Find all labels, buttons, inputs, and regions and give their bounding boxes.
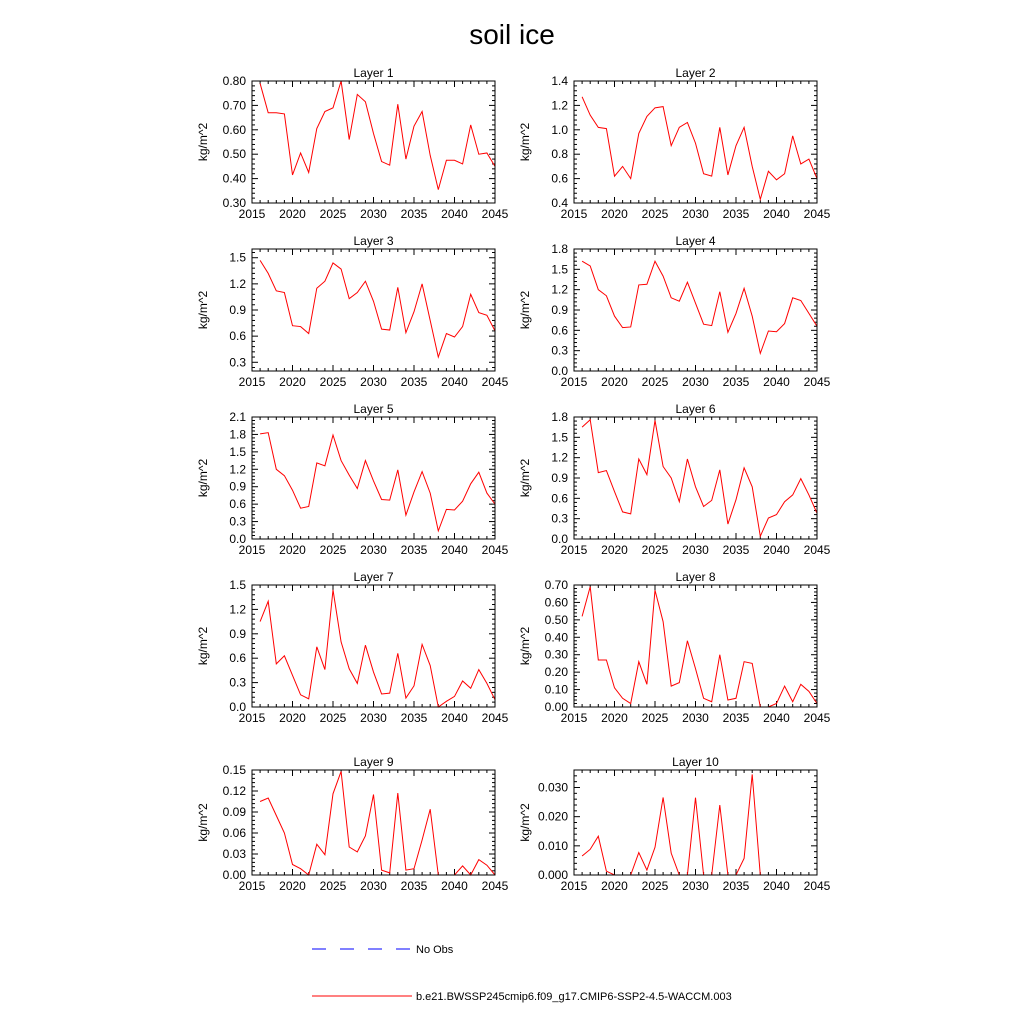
x-tick-label: 2030 xyxy=(360,879,387,893)
y-tick-label: 0.40 xyxy=(222,171,246,186)
x-tick-label: 2040 xyxy=(763,375,790,389)
y-axis-label: kg/m^2 xyxy=(518,290,532,330)
y-tick-label: 1.5 xyxy=(229,444,246,459)
x-tick-label: 2025 xyxy=(641,375,669,389)
y-tick-label: 1.8 xyxy=(551,410,568,424)
y-tick-label: 0.30 xyxy=(544,647,568,662)
x-tick-label: 2030 xyxy=(360,711,387,725)
x-tick-label: 2035 xyxy=(722,375,750,389)
y-tick-label: 1.5 xyxy=(229,250,246,265)
x-tick-label: 2030 xyxy=(682,207,709,221)
y-tick-label: 0.6 xyxy=(229,497,246,512)
panel-title: Layer 5 xyxy=(353,402,394,416)
x-tick-label: 2025 xyxy=(319,711,347,725)
y-tick-label: 0.0 xyxy=(551,532,568,546)
y-tick-label: 0.03 xyxy=(222,847,246,861)
x-tick-label: 2035 xyxy=(400,711,428,725)
y-tick-label: 0.6 xyxy=(551,323,568,338)
x-tick-label: 2020 xyxy=(279,543,306,557)
legend-obs-label: No Obs xyxy=(416,944,454,956)
x-tick-label: 2035 xyxy=(722,879,750,893)
x-tick-label: 2015 xyxy=(238,879,266,893)
panel-title: Layer 10 xyxy=(672,755,719,769)
x-tick-label: 2020 xyxy=(279,711,306,725)
y-tick-label: 0.6 xyxy=(229,329,246,344)
y-tick-label: 1.8 xyxy=(229,427,246,442)
legend-model-label: b.e21.BWSSP245cmip6.f09_g17.CMIP6-SSP2-4.5-WACCM.003 xyxy=(416,991,732,1003)
y-tick-label: 0.6 xyxy=(229,651,246,666)
x-tick-label: 2020 xyxy=(601,375,628,389)
legend xyxy=(312,944,732,1003)
panel-10 xyxy=(518,755,831,893)
x-tick-label: 2020 xyxy=(279,879,306,893)
y-tick-label: 1.2 xyxy=(551,98,568,113)
y-axis-label: kg/m^2 xyxy=(196,122,210,162)
x-tick-label: 2025 xyxy=(319,207,347,221)
panel-5 xyxy=(196,402,509,557)
y-tick-label: 1.2 xyxy=(551,282,568,297)
y-tick-label: 0.15 xyxy=(222,763,246,777)
plot-frame xyxy=(574,770,817,875)
x-tick-label: 2040 xyxy=(763,207,790,221)
x-tick-label: 2025 xyxy=(641,711,669,725)
x-tick-label: 2020 xyxy=(601,207,628,221)
panel-title: Layer 9 xyxy=(353,755,394,769)
x-tick-label: 2040 xyxy=(763,711,790,725)
series-line xyxy=(260,433,495,531)
y-tick-label: 0.030 xyxy=(537,780,568,795)
y-tick-label: 1.2 xyxy=(229,462,246,477)
panel-title: Layer 1 xyxy=(353,66,394,80)
x-tick-label: 2030 xyxy=(682,879,709,893)
x-tick-label: 2045 xyxy=(803,711,831,725)
plot-frame xyxy=(252,417,495,539)
x-tick-label: 2040 xyxy=(441,375,468,389)
x-tick-label: 2015 xyxy=(238,207,266,221)
x-tick-label: 2045 xyxy=(481,879,509,893)
panel-8 xyxy=(518,570,831,725)
panel-title: Layer 7 xyxy=(353,570,394,584)
plot-frame xyxy=(574,585,817,707)
y-axis-label: kg/m^2 xyxy=(196,626,210,666)
series-line xyxy=(582,261,817,353)
y-tick-label: 1.2 xyxy=(229,602,246,617)
y-tick-label: 0.50 xyxy=(222,147,246,162)
x-tick-label: 2030 xyxy=(360,207,387,221)
y-tick-label: 0.6 xyxy=(551,171,568,186)
y-axis-label: kg/m^2 xyxy=(196,803,210,842)
x-tick-label: 2015 xyxy=(560,879,588,893)
x-tick-label: 2040 xyxy=(441,543,468,557)
y-tick-label: 0.9 xyxy=(229,303,246,317)
x-tick-label: 2020 xyxy=(601,711,628,725)
x-tick-label: 2040 xyxy=(441,207,468,221)
y-axis-label: kg/m^2 xyxy=(196,458,210,498)
x-tick-label: 2025 xyxy=(319,543,347,557)
panels xyxy=(196,66,831,893)
y-tick-label: 0.09 xyxy=(222,805,246,819)
y-tick-label: 0.50 xyxy=(544,612,568,627)
y-tick-label: 0.3 xyxy=(229,355,246,370)
plot-frame xyxy=(574,417,817,539)
y-tick-label: 0.10 xyxy=(544,682,568,697)
x-tick-label: 2030 xyxy=(682,711,709,725)
y-tick-label: 1.0 xyxy=(551,122,568,137)
x-tick-label: 2020 xyxy=(279,375,306,389)
x-tick-label: 2025 xyxy=(319,879,347,893)
y-tick-label: 1.2 xyxy=(551,450,568,465)
x-tick-label: 2040 xyxy=(441,879,468,893)
x-tick-label: 2045 xyxy=(481,375,509,389)
panel-7 xyxy=(196,570,509,725)
y-axis-label: kg/m^2 xyxy=(518,458,532,498)
x-tick-label: 2025 xyxy=(641,543,669,557)
panel-4 xyxy=(518,234,831,389)
x-tick-label: 2025 xyxy=(641,879,669,893)
series-line xyxy=(582,97,817,199)
y-tick-label: 0.0 xyxy=(551,364,568,378)
y-tick-label: 1.2 xyxy=(229,276,246,291)
x-tick-label: 2045 xyxy=(481,207,509,221)
x-tick-label: 2045 xyxy=(481,543,509,557)
y-tick-label: 0.60 xyxy=(544,595,568,610)
y-tick-label: 0.06 xyxy=(222,826,246,840)
y-tick-label: 0.80 xyxy=(222,74,246,88)
x-tick-label: 2015 xyxy=(238,543,266,557)
panel-title: Layer 4 xyxy=(675,234,716,248)
y-tick-label: 0.3 xyxy=(551,343,568,358)
panel-1 xyxy=(196,66,509,221)
y-axis-label: kg/m^2 xyxy=(518,803,532,842)
x-tick-label: 2020 xyxy=(601,543,628,557)
y-tick-label: 1.8 xyxy=(551,242,568,256)
y-tick-label: 0.020 xyxy=(537,809,568,824)
x-tick-label: 2030 xyxy=(360,375,387,389)
y-tick-label: 0.00 xyxy=(222,868,246,882)
x-tick-label: 2040 xyxy=(763,879,790,893)
x-tick-label: 2035 xyxy=(400,543,428,557)
x-tick-label: 2045 xyxy=(481,711,509,725)
x-tick-label: 2020 xyxy=(601,879,628,893)
y-tick-label: 0.9 xyxy=(229,479,246,494)
panel-title: Layer 3 xyxy=(353,234,394,248)
y-tick-label: 0.4 xyxy=(551,196,568,210)
panel-2 xyxy=(518,66,831,221)
y-tick-label: 1.5 xyxy=(551,262,568,277)
y-tick-label: 0.12 xyxy=(222,784,246,798)
panel-title: Layer 6 xyxy=(675,402,716,416)
x-tick-label: 2035 xyxy=(400,879,428,893)
x-tick-label: 2015 xyxy=(560,375,588,389)
y-tick-label: 0.000 xyxy=(537,868,568,882)
y-tick-label: 1.5 xyxy=(551,430,568,445)
x-tick-label: 2030 xyxy=(360,543,387,557)
y-tick-label: 0.6 xyxy=(551,491,568,506)
x-tick-label: 2045 xyxy=(803,543,831,557)
x-tick-label: 2025 xyxy=(641,207,669,221)
x-tick-label: 2035 xyxy=(400,207,428,221)
x-tick-label: 2015 xyxy=(238,375,266,389)
y-tick-label: 0.9 xyxy=(551,303,568,317)
y-tick-label: 0.9 xyxy=(229,626,246,641)
panel-3 xyxy=(196,234,509,389)
panel-title: Layer 2 xyxy=(675,66,716,80)
y-tick-label: 0.0 xyxy=(229,700,246,714)
y-tick-label: 2.1 xyxy=(229,410,246,424)
series-line xyxy=(260,81,495,190)
x-tick-label: 2035 xyxy=(722,207,750,221)
y-tick-label: 1.4 xyxy=(551,74,568,88)
series-line xyxy=(260,590,495,707)
x-tick-label: 2025 xyxy=(319,375,347,389)
x-tick-label: 2030 xyxy=(682,543,709,557)
x-tick-label: 2040 xyxy=(763,543,790,557)
series-line xyxy=(582,420,817,537)
x-tick-label: 2035 xyxy=(400,375,428,389)
y-tick-label: 0.8 xyxy=(551,147,568,162)
x-tick-label: 2045 xyxy=(803,375,831,389)
y-tick-label: 0.20 xyxy=(544,665,568,680)
y-tick-label: 0.30 xyxy=(222,196,246,210)
plot-frame xyxy=(252,770,495,875)
y-tick-label: 0.60 xyxy=(222,122,246,137)
y-tick-label: 0.3 xyxy=(229,675,246,690)
x-tick-label: 2035 xyxy=(722,711,750,725)
y-tick-label: 0.00 xyxy=(544,700,568,714)
y-tick-label: 0.3 xyxy=(229,514,246,529)
y-tick-label: 0.010 xyxy=(537,838,568,853)
x-tick-label: 2015 xyxy=(560,543,588,557)
panel-6 xyxy=(518,402,831,557)
y-tick-label: 0.40 xyxy=(544,630,568,645)
y-tick-label: 0.70 xyxy=(544,578,568,592)
series-line xyxy=(260,771,495,875)
panel-title: Layer 8 xyxy=(675,570,716,584)
y-axis-label: kg/m^2 xyxy=(196,290,210,330)
x-tick-label: 2045 xyxy=(803,879,831,893)
x-tick-label: 2015 xyxy=(238,711,266,725)
figure-title: soil ice xyxy=(469,19,555,50)
x-tick-label: 2020 xyxy=(279,207,306,221)
y-tick-label: 1.5 xyxy=(229,578,246,592)
series-line xyxy=(260,260,495,357)
plot-frame xyxy=(574,249,817,371)
x-tick-label: 2015 xyxy=(560,711,588,725)
x-tick-label: 2040 xyxy=(441,711,468,725)
y-tick-label: 0.70 xyxy=(222,98,246,113)
series-line xyxy=(582,587,817,707)
x-tick-label: 2045 xyxy=(803,207,831,221)
x-tick-label: 2035 xyxy=(722,543,750,557)
y-tick-label: 0.0 xyxy=(229,532,246,546)
y-axis-label: kg/m^2 xyxy=(518,626,532,666)
x-tick-label: 2015 xyxy=(560,207,588,221)
x-tick-label: 2030 xyxy=(682,375,709,389)
y-tick-label: 0.3 xyxy=(551,511,568,526)
panel-9 xyxy=(196,755,509,893)
series-line xyxy=(582,774,817,875)
y-axis-label: kg/m^2 xyxy=(518,122,532,162)
y-tick-label: 0.9 xyxy=(551,471,568,485)
